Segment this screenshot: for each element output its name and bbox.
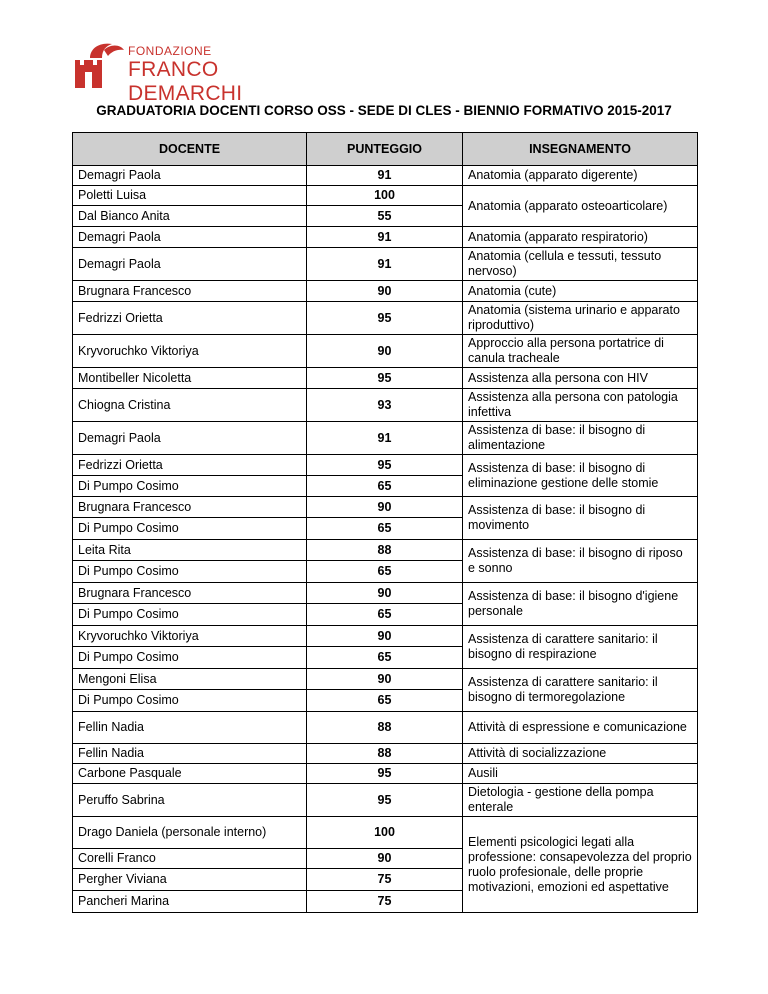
docente-cell: Carbone Pasquale bbox=[73, 764, 307, 784]
punteggio-cell: 100 bbox=[307, 817, 463, 849]
table-row bbox=[73, 248, 698, 281]
docente-cell: Mengoni Elisa bbox=[73, 669, 307, 690]
table-row bbox=[73, 626, 698, 647]
docente-cell: Demagri Paola bbox=[73, 166, 307, 186]
table-row bbox=[73, 712, 698, 744]
docente-cell: Fellin Nadia bbox=[73, 744, 307, 764]
page-title: GRADUATORIA DOCENTI CORSO OSS - SEDE DI CLES - BIENNIO FORMATIVO 2015-2017 bbox=[96, 103, 672, 118]
insegnamento-cell: Elementi psicologici legati alla professione: consapevolezza del proprio ruolo profesionale, delle proprie motivazioni, emozioni ed aspettative bbox=[463, 817, 698, 913]
table-row bbox=[73, 764, 698, 784]
docente-cell: Brugnara Francesco bbox=[73, 497, 307, 518]
punteggio-cell: 65 bbox=[307, 690, 463, 712]
insegnamento-cell: Assistenza di base: il bisogno di riposo e sonno bbox=[463, 540, 698, 583]
docente-cell: Brugnara Francesco bbox=[73, 583, 307, 604]
table-row bbox=[73, 422, 698, 455]
insegnamento-cell: Anatomia (cellula e tessuti, tessuto nervoso) bbox=[463, 248, 698, 281]
docente-cell: Di Pumpo Cosimo bbox=[73, 561, 307, 583]
punteggio-cell: 93 bbox=[307, 389, 463, 422]
docente-cell: Fedrizzi Orietta bbox=[73, 455, 307, 476]
punteggio-cell: 95 bbox=[307, 368, 463, 389]
punteggio-cell: 95 bbox=[307, 784, 463, 817]
insegnamento-cell: Anatomia (cute) bbox=[463, 281, 698, 302]
table-row bbox=[73, 669, 698, 690]
punteggio-cell: 91 bbox=[307, 248, 463, 281]
punteggio-cell: 95 bbox=[307, 302, 463, 335]
punteggio-cell: 90 bbox=[307, 281, 463, 302]
table-row bbox=[73, 368, 698, 389]
punteggio-cell: 100 bbox=[307, 186, 463, 206]
punteggio-cell: 88 bbox=[307, 712, 463, 744]
docente-cell: Kryvoruchko Viktoriya bbox=[73, 626, 307, 647]
header-insegnamento: INSEGNAMENTO bbox=[463, 133, 698, 166]
insegnamento-cell: Assistenza di carattere sanitario: il bisogno di respirazione bbox=[463, 626, 698, 669]
table-row bbox=[73, 817, 698, 849]
punteggio-cell: 65 bbox=[307, 604, 463, 626]
logo-text-foundation: FONDAZIONE bbox=[128, 44, 212, 58]
logo-text-name: FRANCO DEMARCHI bbox=[128, 58, 243, 105]
table-row bbox=[73, 281, 698, 302]
punteggio-cell: 95 bbox=[307, 455, 463, 476]
header-punteggio: PUNTEGGIO bbox=[307, 133, 463, 166]
punteggio-cell: 90 bbox=[307, 849, 463, 869]
header-docente: DOCENTE bbox=[73, 133, 307, 166]
punteggio-cell: 88 bbox=[307, 744, 463, 764]
docente-cell: Di Pumpo Cosimo bbox=[73, 604, 307, 626]
docente-cell: Montibeller Nicoletta bbox=[73, 368, 307, 389]
insegnamento-cell: Anatomia (sistema urinario e apparato riproduttivo) bbox=[463, 302, 698, 335]
table-row bbox=[73, 583, 698, 604]
insegnamento-cell: Anatomia (apparato respiratorio) bbox=[463, 227, 698, 248]
insegnamento-cell: Anatomia (apparato digerente) bbox=[463, 166, 698, 186]
docente-cell: Fedrizzi Orietta bbox=[73, 302, 307, 335]
table-row bbox=[73, 227, 698, 248]
punteggio-cell: 95 bbox=[307, 764, 463, 784]
table-row bbox=[73, 455, 698, 476]
docente-cell: Drago Daniela (personale interno) bbox=[73, 817, 307, 849]
docente-cell: Pancheri Marina bbox=[73, 891, 307, 913]
docente-cell: Brugnara Francesco bbox=[73, 281, 307, 302]
ranking-table bbox=[72, 132, 698, 913]
docente-cell: Di Pumpo Cosimo bbox=[73, 476, 307, 497]
docente-cell: Peruffo Sabrina bbox=[73, 784, 307, 817]
punteggio-cell: 55 bbox=[307, 206, 463, 227]
docente-cell: Di Pumpo Cosimo bbox=[73, 518, 307, 540]
punteggio-cell: 65 bbox=[307, 476, 463, 497]
insegnamento-cell: Assistenza di base: il bisogno d'igiene personale bbox=[463, 583, 698, 626]
punteggio-cell: 65 bbox=[307, 647, 463, 669]
insegnamento-cell: Assistenza di base: il bisogno di movimento bbox=[463, 497, 698, 540]
insegnamento-cell: Assistenza di base: il bisogno di alimentazione bbox=[463, 422, 698, 455]
punteggio-cell: 90 bbox=[307, 497, 463, 518]
docente-cell: Di Pumpo Cosimo bbox=[73, 690, 307, 712]
insegnamento-cell: Approccio alla persona portatrice di canula tracheale bbox=[463, 335, 698, 368]
punteggio-cell: 75 bbox=[307, 869, 463, 891]
castle-logo-icon bbox=[72, 40, 126, 90]
punteggio-cell: 90 bbox=[307, 335, 463, 368]
docente-cell: Corelli Franco bbox=[73, 849, 307, 869]
punteggio-cell: 90 bbox=[307, 669, 463, 690]
punteggio-cell: 91 bbox=[307, 227, 463, 248]
docente-cell: Kryvoruchko Viktoriya bbox=[73, 335, 307, 368]
table-row bbox=[73, 186, 698, 206]
punteggio-cell: 90 bbox=[307, 583, 463, 604]
docente-cell: Chiogna Cristina bbox=[73, 389, 307, 422]
table-row bbox=[73, 784, 698, 817]
punteggio-cell: 91 bbox=[307, 166, 463, 186]
table-row bbox=[73, 166, 698, 186]
insegnamento-cell: Anatomia (apparato osteoarticolare) bbox=[463, 186, 698, 227]
logo bbox=[72, 40, 332, 105]
docente-cell: Pergher Viviana bbox=[73, 869, 307, 891]
docente-cell: Demagri Paola bbox=[73, 248, 307, 281]
punteggio-cell: 90 bbox=[307, 626, 463, 647]
insegnamento-cell: Attività di espressione e comunicazione bbox=[463, 712, 698, 744]
docente-cell: Di Pumpo Cosimo bbox=[73, 647, 307, 669]
punteggio-cell: 75 bbox=[307, 891, 463, 913]
punteggio-cell: 91 bbox=[307, 422, 463, 455]
docente-cell: Dal Bianco Anita bbox=[73, 206, 307, 227]
table-row bbox=[73, 497, 698, 518]
punteggio-cell: 65 bbox=[307, 561, 463, 583]
docente-cell: Demagri Paola bbox=[73, 227, 307, 248]
insegnamento-cell: Ausili bbox=[463, 764, 698, 784]
insegnamento-cell: Assistenza alla persona con HIV bbox=[463, 368, 698, 389]
insegnamento-cell: Assistenza di base: il bisogno di eliminazione gestione delle stomie bbox=[463, 455, 698, 497]
table-row bbox=[73, 302, 698, 335]
docente-cell: Leita Rita bbox=[73, 540, 307, 561]
insegnamento-cell: Attività di socializzazione bbox=[463, 744, 698, 764]
docente-cell: Fellin Nadia bbox=[73, 712, 307, 744]
table-row bbox=[73, 389, 698, 422]
table-row bbox=[73, 335, 698, 368]
table-row bbox=[73, 540, 698, 561]
punteggio-cell: 65 bbox=[307, 518, 463, 540]
punteggio-cell: 88 bbox=[307, 540, 463, 561]
insegnamento-cell: Dietologia - gestione della pompa enterale bbox=[463, 784, 698, 817]
table-row bbox=[73, 744, 698, 764]
insegnamento-cell: Assistenza di carattere sanitario: il bisogno di termoregolazione bbox=[463, 669, 698, 712]
insegnamento-cell: Assistenza alla persona con patologia infettiva bbox=[463, 389, 698, 422]
table-header-row bbox=[73, 133, 698, 166]
docente-cell: Demagri Paola bbox=[73, 422, 307, 455]
docente-cell: Poletti Luisa bbox=[73, 186, 307, 206]
